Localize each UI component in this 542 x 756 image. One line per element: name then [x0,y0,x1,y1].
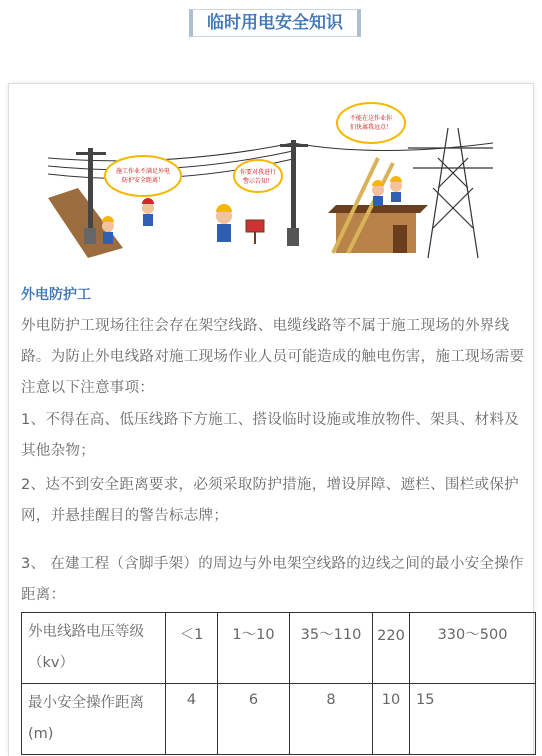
bubble-3-line1: 不能在这作业你 [349,115,393,122]
table-cell: 35～110 [290,613,373,684]
bubble-3-line2: 们快离我远点！ [349,124,393,131]
page-title: 临时用电安全知识 [207,13,343,33]
table-cell: 8 [290,684,373,755]
bubble-1-line1: 施工作业不满足外电 [115,168,171,175]
table-row [22,613,536,684]
safety-illustration [48,88,493,271]
table-cell: 外电线路电压等级（kv） [22,613,166,684]
table-cell: 220 [373,613,410,684]
table-cell: 4 [166,684,218,755]
table-cell: 10 [373,684,410,755]
table-cell: 330～500 [410,613,536,684]
table-cell: ＜1 [166,613,218,684]
table-row [22,684,536,755]
table-cell: 最小安全操作距离(m) [22,684,166,755]
distance-table [21,612,536,755]
table-cell: 6 [218,684,290,755]
table-cell: 1～10 [218,613,290,684]
item-2: 2、达不到安全距离要求，必须采取防护措施，增设屏障、遮栏、围栏或保护网，并悬挂醒目的警告标志牌； [21,477,519,524]
item-1: 1、不得在高、低压线路下方施工、搭设临时设施或堆放物件、架具、材料及其他杂物； [21,412,519,459]
intro-paragraph: 外电防护工现场往往会存在架空线路、电缆线路等不属于施工现场的外界线路。为防止外电线路对施工现场作业人员可能造成的触电伤害，施工现场需要注意以下注意事项： [21,318,525,396]
item-3: 3、 在建工程（含脚手架）的周边与外电架空线路的边线之间的最小安全操作距离： [21,556,524,603]
bubble-1-line2: 防护安全距离！ [121,177,165,184]
section-title: 外电防护工 [21,287,91,303]
title-box [189,9,361,37]
table-cell: 15 [410,684,536,755]
bubble-2-line1: 你要对我进行 [239,169,277,176]
bubble-2-line2: 警示告知！ [242,178,274,185]
